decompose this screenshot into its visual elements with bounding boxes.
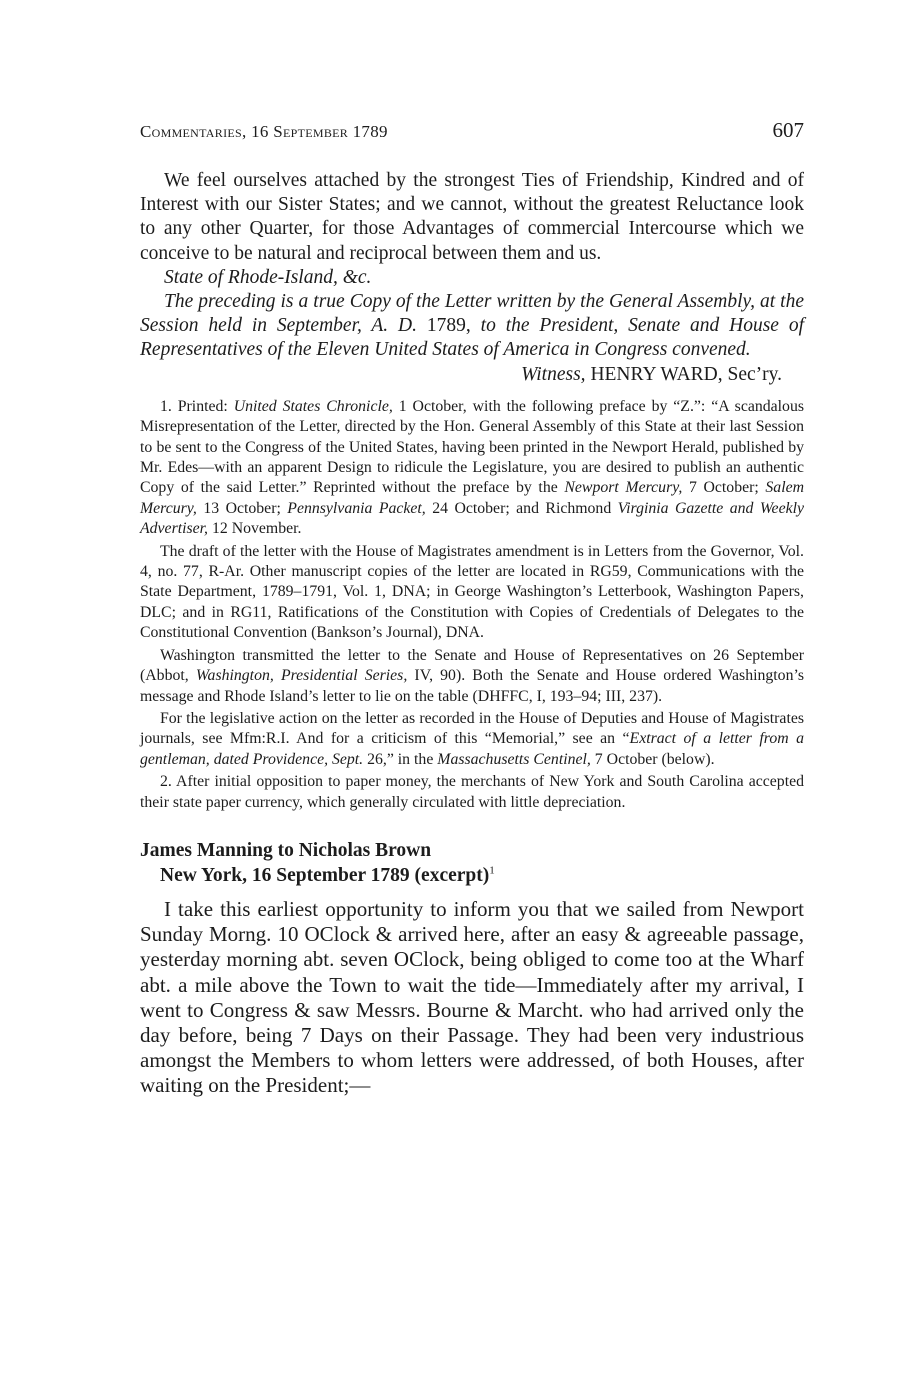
footnote-citation: United States Chronicle,	[233, 397, 393, 415]
footnote-text: For the legislative action on the letter as recorded in the House of Deputies and House of Magistrates journals, see Mfm:R.I. And for a criticism of this “Memorial,” see an “	[140, 709, 804, 748]
attestation-part-2: to the President, Senate and House of Representatives of the Eleven United States of America in Congress convened.	[140, 315, 804, 361]
attestation-part-1: The preceding is a true Copy of the Letter written by the General Assembly, at the Session held in September, A. D.	[140, 291, 804, 337]
document-heading-title: James Manning to Nicholas Brown	[140, 839, 432, 861]
main-text	[140, 169, 804, 387]
footnote-1-paragraph-3	[140, 646, 804, 707]
footnote-1-paragraph-2: The draft of the letter with the House of Magistrates amendment is in Letters from the Governor, Vol. 4, no. 77, R-Ar. Other manuscript copies of the letter are located in RG59, Communications with the State Department, 1789–1791, Vol. 1, DNA; in George Washington’s Letterbook, Washington Papers, DLC; and in RG11, Ratifications of the Constitution with Copies of Credentials of Delegates to the Constitutional Convention (Bankson’s Journal), DNA.	[140, 542, 804, 642]
letter-body	[140, 897, 804, 1099]
attestation-year: 1789,	[417, 315, 481, 337]
footnote-citation: Virginia Gazette and Weekly Advertiser,	[140, 499, 804, 538]
footnote-text: 26,” in the	[363, 750, 438, 768]
footnote-citation: Pennsylvania Packet,	[287, 499, 426, 517]
witness-line	[140, 363, 804, 387]
footnote-citation: Extract of a letter from a gentleman, dated Providence, Sept.	[140, 730, 804, 768]
footnote-text: 1. Printed:	[160, 397, 234, 415]
page	[140, 118, 804, 1099]
footnote-citation: Massachusetts Centinel,	[437, 750, 591, 768]
footnote-text: 13 October;	[196, 499, 288, 517]
footnote-reference: 1	[489, 864, 495, 877]
footnote-citation: Salem Mercury,	[140, 479, 804, 517]
letter-paragraph: I take this earliest opportunity to inform you that we sailed from Newport Sunday Morng. 10 OClock & arrived here, after an easy & agreeable passage, yesterday morning abt. seven OClock, being obliged to come too at the Wharf abt. a mile above the Town to wait the tide—Immediately after my arrival, I went to Congress & saw Messrs. Bourne & Marcht. who had arrived only the day before, being 7 Days on their Passage. They had been very industrious amongst the Members to whom letters were addressed, of both Houses, after waiting on the President;—	[140, 896, 804, 1098]
footnote-1-paragraph-4	[140, 709, 804, 770]
running-head-title: Commentaries, 16 September 1789	[140, 122, 388, 141]
footnote-citation: Washington, Presidential Series,	[195, 667, 408, 685]
footnote-text: 12 November.	[208, 520, 302, 538]
dateline-text: New York, 16 September 1789 (excerpt)	[160, 864, 490, 886]
footnote-text: 24 October; and Richmond	[425, 499, 618, 517]
footnote-text: IV, 90). Both the Senate and House ordered Washington’s message and Rhode Island’s letter to lie on the table (DHFFC, I, 193–94; III, 237).	[140, 667, 805, 705]
footnote-text: 1 October, with the following preface by “Z.”: “A scandalous Misrepresentation of the Letter, directed by the Hon. General Assembly of this State at their last Session to be sent to the Congress of the United States, having been printed in the Newport Herald, published by Mr. Edes—with an apparent Design to ridicule the Legislature, you are desired to publish an authentic Copy of the said Letter.” Reprinted without the preface by the	[140, 397, 804, 497]
footnote-text: 7 October (below).	[590, 750, 715, 768]
signature-line: State of Rhode-Island, &c.	[164, 266, 372, 288]
footnote-citation: Newport Mercury,	[564, 479, 683, 497]
footnote-1	[140, 397, 804, 540]
footnote-text: 7 October;	[682, 479, 766, 497]
document-heading	[140, 838, 804, 888]
witness-label: Witness,	[521, 363, 586, 385]
witness-name: HENRY WARD, Sec’ry.	[585, 363, 782, 385]
footnote-text: Washington transmitted the letter to the Senate and House of Representatives on 26 September (Abbot,	[140, 646, 804, 685]
page-number: 607	[772, 118, 804, 142]
footnote-2: 2. After initial opposition to paper money, the merchants of New York and South Carolina accepted their state paper currency, which generally circulated with little depreciation.	[140, 773, 804, 811]
footnotes	[140, 397, 804, 813]
letter-closing-paragraph: We feel ourselves attached by the strongest Ties of Friendship, Kindred and of Interest with our Sister States; and we cannot, without the greatest Reluctance look to any other Quarter, for those Advantages of commercial Intercourse which we conceive to be natural and reciprocal between them and us.	[140, 170, 804, 264]
document-heading-dateline	[140, 863, 804, 888]
running-head	[140, 118, 804, 152]
attestation-paragraph	[140, 290, 804, 363]
